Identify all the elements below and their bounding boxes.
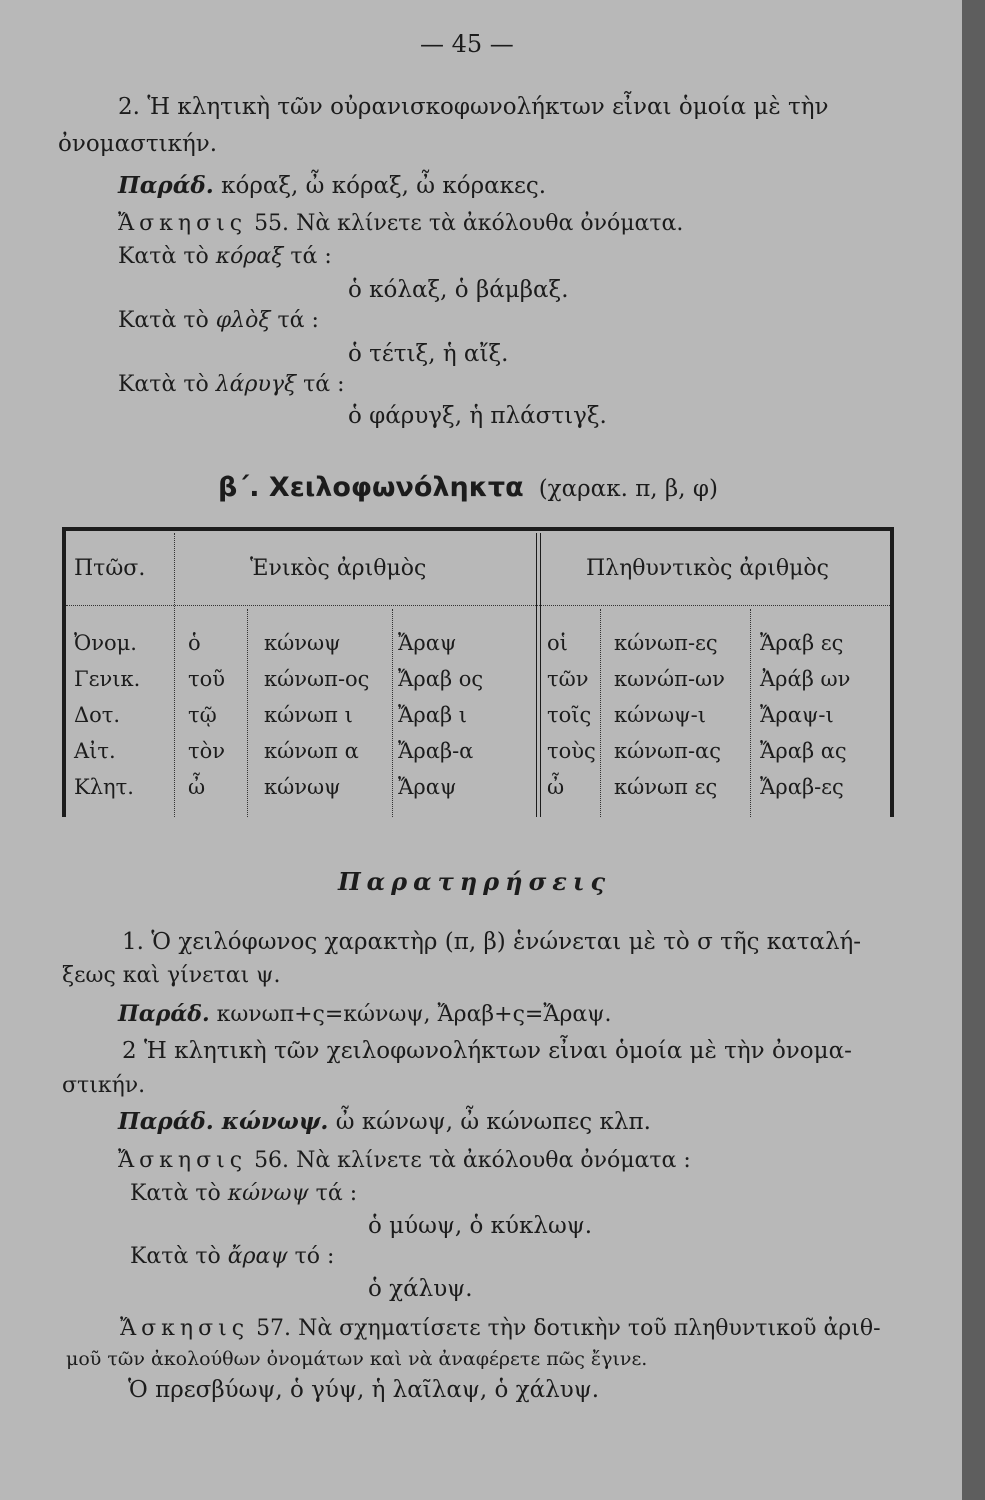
row-article-singular: τοῦ bbox=[188, 667, 226, 691]
header-singular: Ἑνικὸς ἀριθμὸς bbox=[250, 556, 427, 581]
exercise-55 bbox=[118, 210, 683, 238]
row-case: Ὀνομ. bbox=[74, 631, 137, 655]
table-dotted-col bbox=[247, 609, 248, 817]
example-1-text: κόραξ, ὦ κόραξ, ὦ κόρακες. bbox=[221, 173, 547, 199]
row-case: Γενικ. bbox=[74, 667, 141, 691]
table-divider-left bbox=[536, 533, 537, 817]
row-case: Κλητ. bbox=[74, 775, 134, 799]
row-article-singular: τῷ bbox=[188, 703, 217, 727]
kata-answer-4: ὁ μύωψ, ὁ κύκλωψ. bbox=[368, 1213, 593, 1239]
kata-prefix: Κατὰ τὸ bbox=[118, 244, 209, 269]
example-3 bbox=[118, 1108, 651, 1136]
row-article-singular: ὁ bbox=[188, 631, 201, 655]
kata-word: κώνωψ bbox=[227, 1181, 309, 1206]
kata-suffix: τό : bbox=[294, 1244, 335, 1269]
page-number: — 45 — bbox=[420, 30, 514, 58]
table-dotted-col bbox=[174, 533, 175, 817]
table-dotted-col bbox=[600, 609, 601, 817]
row-araps-plural: Ἄραψ-ι bbox=[760, 703, 834, 727]
row-konops-plural: κώνωπ-ας bbox=[614, 739, 721, 763]
header-case: Πτῶσ. bbox=[74, 556, 146, 581]
table-right-rule bbox=[890, 527, 894, 817]
kata-answer-1: ὁ κόλαξ, ὁ βάμβαξ. bbox=[348, 277, 569, 303]
row-konops-plural: κώνωπ ες bbox=[614, 775, 718, 799]
exercise-56 bbox=[118, 1147, 691, 1175]
example-1-label: Παράδ. bbox=[118, 172, 214, 199]
table-top-rule bbox=[62, 527, 894, 531]
kata-line-3 bbox=[118, 371, 345, 399]
kata-prefix: Κατὰ τὸ bbox=[130, 1181, 221, 1206]
exercise-57-text: Νὰ σχηματίσετε τὴν δοτικὴν τοῦ πληθυντικοῦ ἀριθ- bbox=[298, 1316, 881, 1341]
kata-answer-5: ὁ χάλυψ. bbox=[368, 1276, 473, 1302]
row-araps-plural: Ἄραβ ας bbox=[760, 739, 847, 763]
exercise-55-number: 55. bbox=[254, 211, 290, 236]
row-araps-singular: Ἄραβ ος bbox=[398, 667, 484, 691]
observations-title: Παρατηρήσεις bbox=[338, 867, 612, 896]
table-left-rule bbox=[62, 527, 66, 817]
example-2-label: Παράδ. bbox=[118, 1001, 210, 1027]
final-line: Ὁ πρεσβύωψ, ὁ γύψ, ἡ λαῖλαψ, ὁ χάλυψ. bbox=[128, 1377, 600, 1403]
row-article-singular: ὦ bbox=[188, 775, 206, 799]
kata-suffix: τά : bbox=[277, 308, 319, 333]
kata-suffix: τά : bbox=[303, 372, 345, 397]
observation-1-line-1: 1. Ὁ χειλόφωνος χαρακτὴρ (π, β) ἑνώνεται μὲ τὸ σ τῆς καταλή- bbox=[122, 929, 862, 955]
rule-2-line-1: 2. Ἡ κλητικὴ τῶν οὐρανισκοφωνολήκτων εἶναι ὁμοία μὲ τὴν bbox=[118, 94, 829, 120]
kata-prefix: Κατὰ τὸ bbox=[118, 372, 209, 397]
row-article-singular: τὸν bbox=[188, 739, 226, 763]
exercise-57-line-2: μοῦ τῶν ἀκολούθων ὀνομάτων καὶ νὰ ἀναφέρετε πῶς ἔγινε. bbox=[66, 1348, 648, 1370]
row-article-plural: τοὺς bbox=[547, 739, 596, 763]
example-3-label: Παράδ. κώνωψ. bbox=[118, 1108, 329, 1135]
kata-word: λάρυγξ bbox=[215, 372, 297, 397]
row-article-plural: οἱ bbox=[547, 631, 568, 655]
observation-1-line-2: ξεως καὶ γίνεται ψ. bbox=[62, 963, 281, 988]
page-edge-shadow bbox=[962, 0, 985, 1500]
rule-2-line-2: ὀνομαστικήν. bbox=[58, 131, 218, 157]
row-araps-singular: Ἄραψ bbox=[398, 775, 457, 799]
table-divider-right bbox=[540, 533, 541, 817]
row-konops-plural: κωνώπ-ων bbox=[614, 667, 725, 691]
section-heading-note: (χαρακ. π, β, φ) bbox=[538, 476, 718, 502]
exercise-57 bbox=[120, 1315, 881, 1343]
exercise-57-label: Ἄσκησις bbox=[120, 1316, 250, 1341]
table-header-separator bbox=[66, 605, 890, 606]
row-case: Δοτ. bbox=[74, 703, 121, 727]
row-article-plural: ὦ bbox=[547, 775, 565, 799]
exercise-55-label: Ἄσκησις bbox=[118, 211, 248, 236]
row-case: Αἰτ. bbox=[74, 739, 116, 763]
table-dotted-col bbox=[750, 609, 751, 817]
kata-answer-3: ὁ φάρυγξ, ἡ πλάστιγξ. bbox=[348, 403, 607, 429]
row-araps-singular: Ἄραβ-α bbox=[398, 739, 474, 763]
section-heading bbox=[218, 474, 718, 504]
kata-suffix: τά : bbox=[315, 1181, 358, 1206]
row-araps-singular: Ἄραψ bbox=[398, 631, 457, 655]
example-1 bbox=[118, 172, 546, 200]
row-araps-plural: Ἄραβ-ες bbox=[760, 775, 844, 799]
row-article-plural: τῶν bbox=[547, 667, 589, 691]
row-article-plural: τοῖς bbox=[547, 703, 592, 727]
row-konops-plural: κώνωψ-ι bbox=[614, 703, 706, 727]
kata-prefix: Κατὰ τὸ bbox=[130, 1244, 221, 1269]
row-konops-singular: κώνωψ bbox=[264, 775, 341, 799]
kata-prefix: Κατὰ τὸ bbox=[118, 308, 209, 333]
exercise-56-text: Νὰ κλίνετε τὰ ἀκόλουθα ὀνόματα : bbox=[296, 1148, 691, 1173]
kata-word: φλὸξ bbox=[215, 308, 271, 333]
header-plural: Πληθυντικὸς ἀριθμὸς bbox=[586, 556, 829, 581]
kata-word: ἄραψ bbox=[227, 1244, 288, 1269]
kata-word: κόραξ bbox=[215, 244, 284, 269]
kata-line-5 bbox=[130, 1243, 334, 1271]
example-2 bbox=[118, 1000, 612, 1029]
section-heading-title: β΄. Χειλοφωνόληκτα bbox=[218, 472, 524, 503]
observation-2-line-1: 2 Ἡ κλητικὴ τῶν χειλοφωνολήκτων εἶναι ὁμοία μὲ τὴν ὀνομα- bbox=[122, 1038, 852, 1064]
table-dotted-col bbox=[392, 609, 393, 817]
row-konops-singular: κώνωπ α bbox=[264, 739, 359, 763]
example-3-text: ὦ κώνωψ, ὦ κώνωπες κλπ. bbox=[335, 1109, 651, 1135]
declension-table bbox=[62, 527, 894, 817]
row-araps-plural: Ἀράβ ων bbox=[760, 667, 851, 691]
row-konops-plural: κώνωπ-ες bbox=[614, 631, 718, 655]
row-araps-plural: Ἄραβ ες bbox=[760, 631, 844, 655]
observation-2-line-2: στικήν. bbox=[62, 1073, 146, 1098]
exercise-57-number: 57. bbox=[256, 1316, 292, 1341]
row-konops-singular: κώνωπ ι bbox=[264, 703, 353, 727]
kata-line-1 bbox=[118, 243, 332, 271]
row-konops-singular: κώνωπ-ος bbox=[264, 667, 370, 691]
kata-line-4 bbox=[130, 1180, 357, 1208]
kata-line-2 bbox=[118, 307, 319, 335]
kata-answer-2: ὁ τέτιξ, ἡ αἴξ. bbox=[348, 341, 509, 367]
exercise-56-number: 56. bbox=[254, 1148, 290, 1173]
exercise-56-label: Ἄσκησις bbox=[118, 1148, 248, 1173]
example-2-text: κωνωπ+ς=κώνωψ, Ἄραβ+ς=Ἄραψ. bbox=[216, 1002, 612, 1027]
exercise-55-text: Νὰ κλίνετε τὰ ἀκόλουθα ὀνόματα. bbox=[296, 211, 684, 236]
row-araps-singular: Ἄραβ ι bbox=[398, 703, 467, 727]
row-konops-singular: κώνωψ bbox=[264, 631, 341, 655]
kata-suffix: τά : bbox=[290, 244, 332, 269]
